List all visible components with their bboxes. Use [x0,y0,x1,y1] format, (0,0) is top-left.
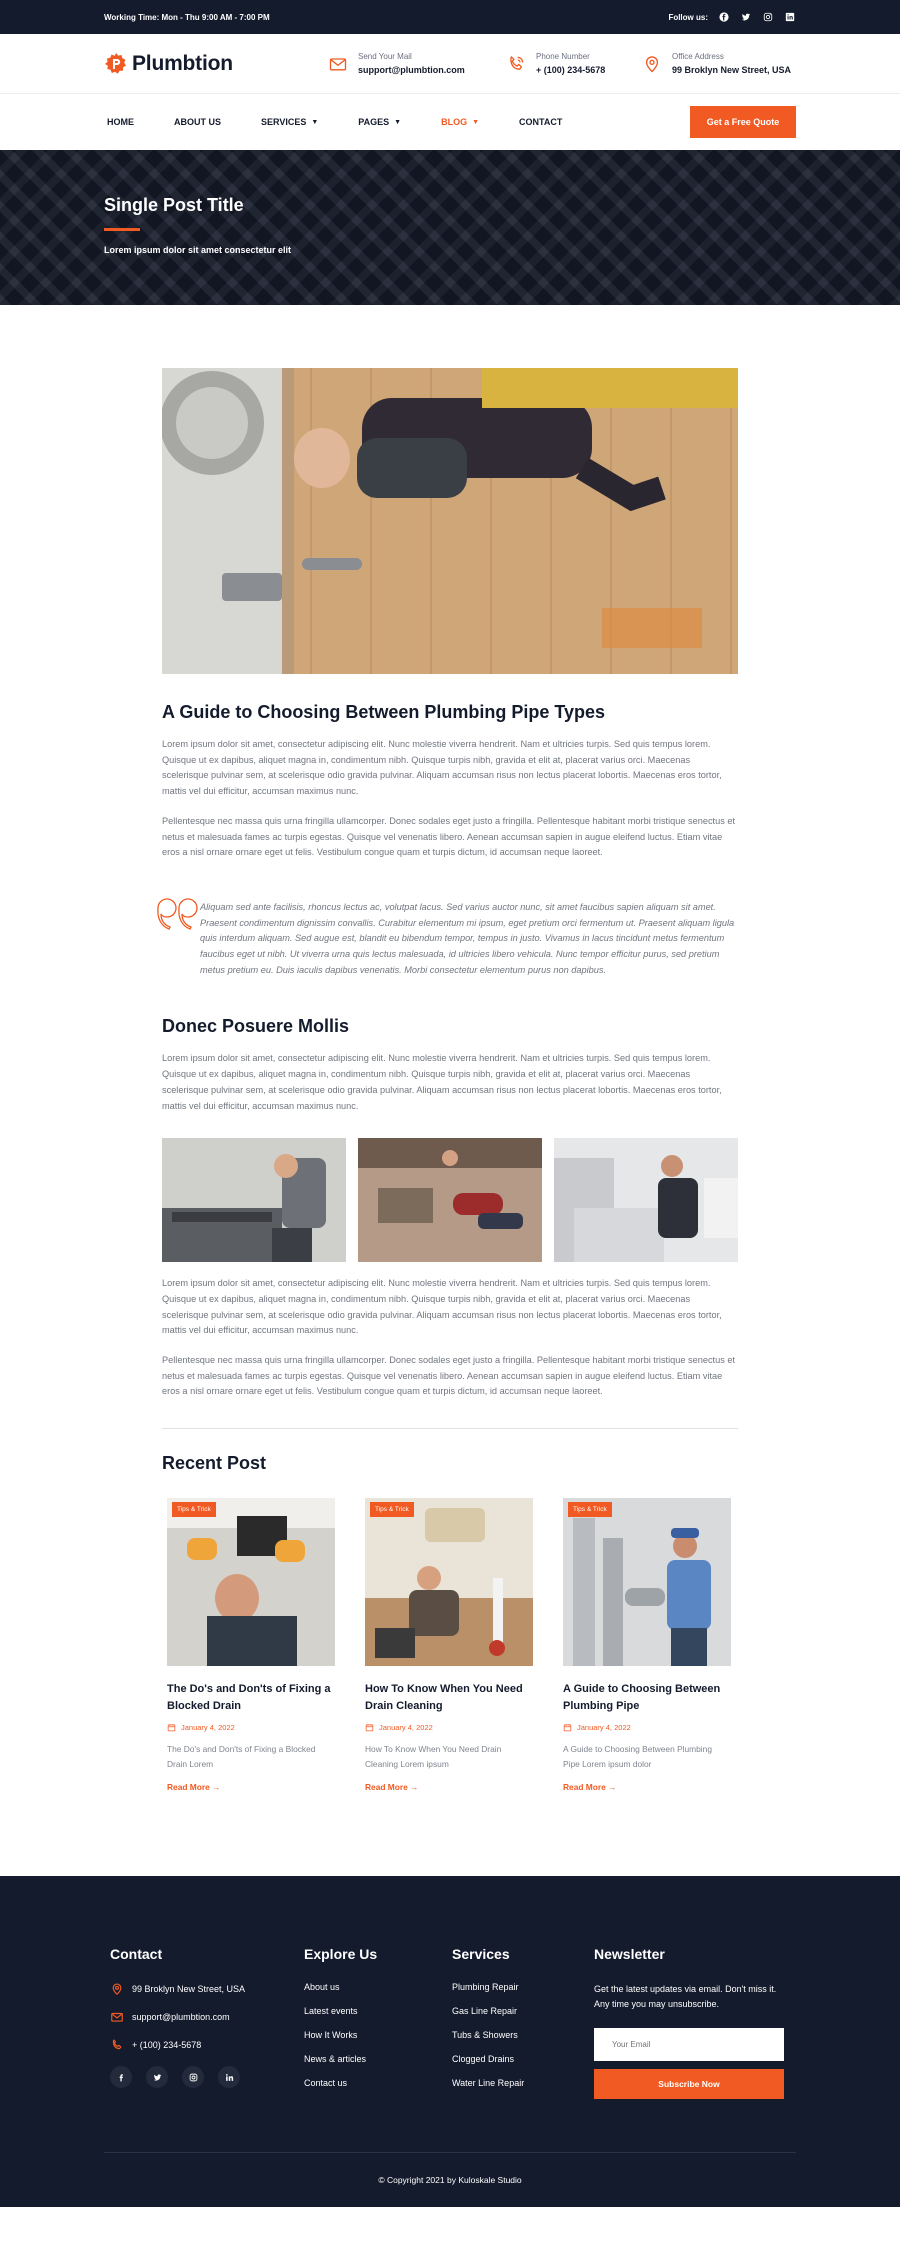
phone-value[interactable]: + (100) 234-5678 [536,65,606,75]
category-tag[interactable]: Tips & Trick [568,1502,612,1517]
address-label: Office Address [672,52,724,61]
nav-services-label: SERVICES [261,117,307,127]
post-card [563,1498,731,1795]
image-gallery [162,1138,738,1262]
footer-link-events[interactable]: Latest events [304,2006,358,2017]
facebook-icon[interactable] [718,11,730,23]
chevron-down-icon: ▼ [311,118,319,126]
post-date [365,1723,533,1732]
site-footer [0,1876,900,2207]
logo-icon [104,52,128,76]
footer-phone-text: + (100) 234-5678 [132,2040,202,2051]
article-paragraph: Pellentesque nec massa quis urna fringilla ullamcorper. Donec sodales eget justo a fringilla. Pellentesque habitant morbi tristique senectus et netus et malesuada fames ac turpis egestas. Quisque vel venenatis libero. Aenean accumsan sapien in augue eleifend luctus. Etiam vitae eros a nisl ornare ornare eget ut felis. Vestibulum congue quam et turpis dictum, id accumsan neque laoreet. [162,815,736,858]
footer-email[interactable] [110,2010,304,2024]
nav-about-label: ABOUT US [174,117,221,127]
address-value: 99 Broklyn New Street, USA [672,65,792,75]
calendar-icon [563,1723,572,1732]
post-excerpt: A Guide to Choosing Between Plumbing Pipe Lorem ipsum dolor [563,1744,712,1770]
post-title[interactable]: How To Know When You Need Drain Cleaning [365,1683,523,1713]
recent-posts [162,1498,738,1795]
footer-explore [304,1946,452,2102]
facebook-icon[interactable] [110,2066,132,2088]
page-title: Single Post Title [104,195,244,215]
recent-post-heading: Recent Post [162,1453,267,1474]
divider [162,1428,738,1429]
footer-newsletter [594,1946,784,2102]
top-bar [0,0,900,34]
address-info [642,52,791,75]
linkedin-icon[interactable] [784,11,796,23]
nav-about-us[interactable] [174,117,221,127]
category-tag[interactable]: Tips & Trick [370,1502,414,1517]
post-thumbnail[interactable] [167,1498,335,1666]
footer-address [110,1982,304,1996]
footer-social [110,2066,304,2088]
gallery-image [358,1138,542,1262]
nav-pages-label: PAGES [358,117,390,127]
article-paragraph: Lorem ipsum dolor sit amet, consectetur adipiscing elit. Nunc molestie viverra hendrerit. Nam et ultricies turpis. Sed quis tempus lorem. Quisque ut ex dapibus, aliquet magna in, condimentum nibh. Quisque turpis nibh, gravida et elit at, placerat varius orci. Maecenas scelerisque pulvinar sem, at scelerisque odio gravida pulvinar. Aliquam accumsan risus non lectus placerat lobortis. Maecenas eros tortor, mattis vel dui efficitur, accumsan maximus nunc. [162,739,722,797]
footer-phone[interactable] [110,2038,304,2052]
post-date [167,1723,335,1732]
article-paragraph: Lorem ipsum dolor sit amet, consectetur adipiscing elit. Nunc molestie viverra hendrerit. Nam et ultricies turpis. Sed quis tempus lorem. Quisque ut ex dapibus, aliquet magna in, condimentum nibh. Quisque turpis nibh, gravida et elit at, placerat varius orci. Maecenas scelerisque pulvinar sem, at scelerisque odio gravida pulvinar. Aliquam accumsan risus non lectus placerat lobortis. Maecenas eros tortor, mattis vel dui efficitur, accumsan maximus nunc. [162,1278,722,1336]
phone-label: Phone Number [536,52,590,61]
post-card [365,1498,533,1795]
phone-icon [506,54,526,74]
post-date-text: January 4, 2022 [577,1723,631,1733]
chevron-down-icon: ▼ [394,118,402,126]
location-pin-icon [642,54,662,74]
read-more-link[interactable]: Read More → [167,1782,221,1793]
article-paragraph: Pellentesque nec massa quis urna fringilla ullamcorper. Donec sodales eget justo a fringilla. Pellentesque habitant morbi tristique senectus et netus et malesuada fames ac turpis egestas. Quisque vel venenatis libero. Aenean accumsan sapien in augue eleifend luctus. Etiam vitae eros a nisl ornare ornare eget ut felis. Vestibulum congue quam et turpis dictum, id accumsan neque laoreet. [162,1355,736,1397]
post-excerpt: The Do's and Don'ts of Fixing a Blocked Drain Lorem [167,1744,316,1770]
page-hero [0,150,900,305]
footer-email-text: support@plumbtion.com [132,2012,230,2023]
quote-icon [154,894,200,979]
main-nav [0,94,900,150]
linkedin-icon[interactable] [218,2066,240,2088]
logo[interactable] [104,52,328,76]
instagram-icon[interactable] [762,11,774,23]
nav-contact[interactable] [519,117,562,127]
footer-link-plumbing-repair[interactable]: Plumbing Repair [452,1982,519,1993]
category-tag[interactable]: Tips & Trick [172,1502,216,1517]
footer-contact-heading: Contact [110,1946,163,1963]
footer-link-news[interactable]: News & articles [304,2054,367,2065]
follow-us [668,11,796,23]
footer-explore-heading: Explore Us [304,1946,378,1963]
footer-contact [110,1946,304,2102]
nav-home-label: HOME [107,117,134,127]
phone-icon [110,2038,124,2052]
footer-link-gas-line[interactable]: Gas Line Repair [452,2006,518,2017]
read-more-link[interactable]: Read More → [365,1782,419,1793]
page-subtitle: Lorem ipsum dolor sit amet consectetur elit [104,245,292,255]
working-time: Working Time: Mon - Thu 9:00 AM - 7:00 PM [104,12,270,22]
nav-home[interactable] [107,117,134,127]
copyright-bar [104,2152,796,2207]
nav-contact-label: CONTACT [519,117,563,127]
quote-text: Aliquam sed ante facilisis, rhoncus lectus ac, volutpat lacus. Sed varius auctor nunc, sit amet faucibus sapien aliquam sit amet. Praesent condimentum dignissim convallis. Curabitur elementum mi ipsum, eget pretium orci fermentum ut. Praesent aliquam ligula quis interdum aliquam. Sed augue est, blandit eu bibendum tempor, tempus in justo. Vivamus in lacus tincidunt metus fermentum faucibus eget ut nibh. Ut viverra urna quis lectus malesuada, id ultricies libero vehicula. Nunc tempor efficitur purus, sed pretium metus pretium eu. Duis iaculis dapibus venenatis. Morbi consectetur elementum purus non dapibus. [200,901,735,975]
footer-link-tubs[interactable]: Tubs & Showers [452,2030,518,2041]
featured-image [162,368,738,674]
gallery-image [554,1138,738,1262]
get-quote-button[interactable]: Get a Free Quote [690,106,796,138]
footer-link-how-it-works[interactable]: How It Works [304,2030,358,2041]
footer-link-about[interactable]: About us [304,1982,340,1993]
mail-icon [110,2010,124,2024]
copyright-text: © Copyright 2021 by Kuloskale Studio [378,2175,522,2186]
article [162,368,738,1795]
article-paragraph: Lorem ipsum dolor sit amet, consectetur adipiscing elit. Nunc molestie viverra hendrerit. Nam et ultricies turpis. Sed quis tempus lorem. Quisque ut ex dapibus, aliquet magna in, condimentum nibh. Quisque turpis nibh, gravida et elit at, placerat varius orci. Maecenas scelerisque pulvinar sem, at scelerisque odio gravida pulvinar. Aliquam accumsan risus non lectus placerat lobortis. Maecenas eros tortor, mattis vel dui efficitur, accumsan maximus nunc. [162,1053,722,1111]
blockquote [162,894,738,979]
newsletter-text: Get the latest updates via email. Don't miss it. Any time you may unsubscribe. [594,1984,777,2010]
read-more-link[interactable]: Read More → [563,1782,617,1793]
footer-services-heading: Services [452,1946,510,1963]
mail-value[interactable]: support@plumbtion.com [358,65,465,75]
footer-services [452,1946,594,2102]
footer-address-text: 99 Broklyn New Street, USA [132,1984,246,1995]
post-date-text: January 4, 2022 [181,1723,235,1733]
footer-link-clogged-drains[interactable]: Clogged Drains [452,2054,515,2065]
nav-pages[interactable] [358,117,401,127]
article-title: A Guide to Choosing Between Plumbing Pipe Types [162,702,606,722]
mail-info [328,52,506,75]
newsletter-email-input[interactable] [594,2028,784,2061]
nav-blog-label: BLOG [441,117,468,127]
post-title[interactable]: The Do's and Don'ts of Fixing a Blocked Drain [167,1683,331,1713]
post-excerpt: How To Know When You Need Drain Cleaning Lorem ipsum [365,1744,502,1770]
nav-services[interactable] [261,117,318,127]
post-thumbnail[interactable] [563,1498,731,1666]
post-title[interactable]: A Guide to Choosing Between Plumbing Pipe [563,1683,721,1713]
title-underline [104,228,140,231]
mail-icon [328,54,348,74]
footer-newsletter-heading: Newsletter [594,1946,665,1963]
instagram-icon[interactable] [182,2066,204,2088]
footer-link-contact[interactable]: Contact us [304,2078,348,2089]
post-date [563,1723,731,1732]
mail-label: Send Your Mail [358,52,412,61]
footer-link-water-line[interactable]: Water Line Repair [452,2078,525,2089]
follow-label: Follow us: [668,12,708,22]
gallery-image [162,1138,346,1262]
twitter-icon[interactable] [740,11,752,23]
twitter-icon[interactable] [146,2066,168,2088]
post-thumbnail[interactable] [365,1498,533,1666]
location-pin-icon [110,1982,124,1996]
calendar-icon [167,1723,176,1732]
logo-text: Plumbtion [132,51,233,75]
subscribe-button[interactable]: Subscribe Now [594,2069,784,2099]
post-card [167,1498,335,1795]
post-date-text: January 4, 2022 [379,1723,433,1733]
calendar-icon [365,1723,374,1732]
chevron-down-icon: ▼ [472,118,480,126]
nav-blog[interactable] [441,117,479,127]
site-header [0,34,900,94]
section-heading: Donec Posuere Mollis [162,1016,350,1037]
phone-info [506,52,642,75]
